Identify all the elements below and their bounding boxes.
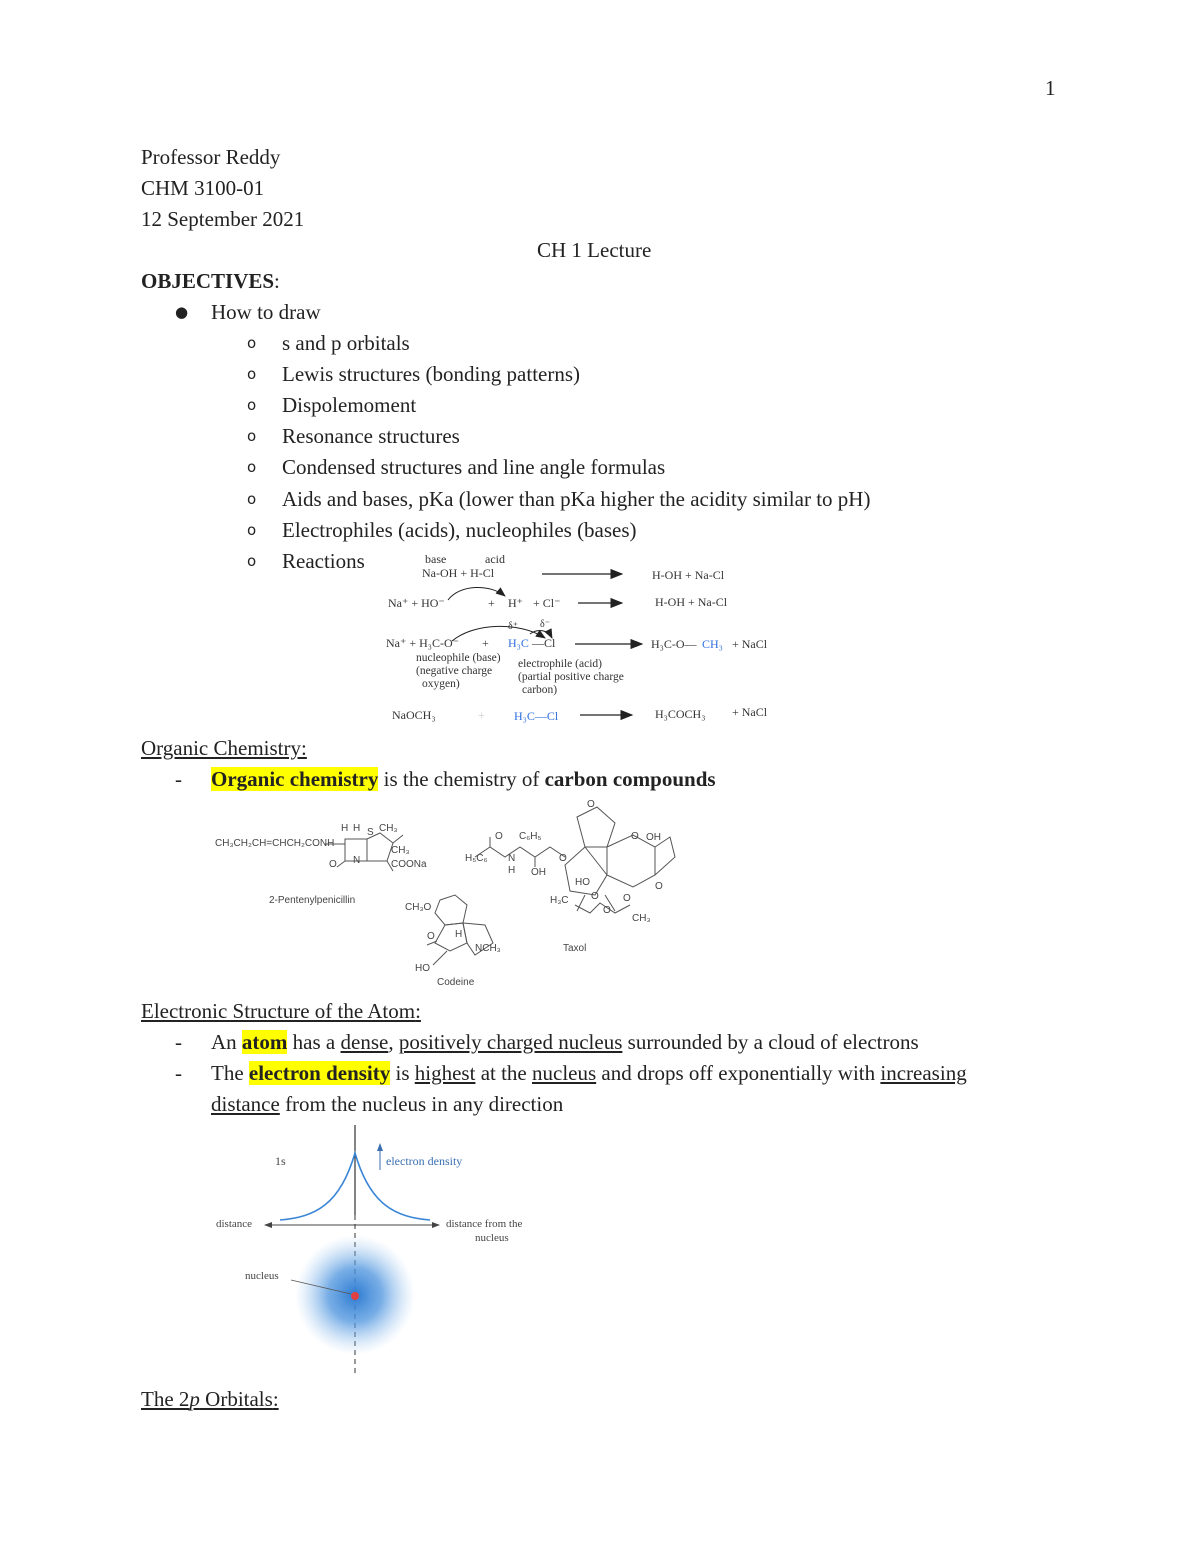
codeine-name: Codeine	[437, 977, 475, 988]
atom-label: H	[455, 929, 463, 940]
reaction-3-reactants: Na⁺ + H₃C-O⁻	[386, 636, 459, 650]
dash-bullet-icon: -	[175, 767, 182, 791]
penicillin-name: 2-Pentenylpenicillin	[269, 895, 356, 906]
reaction-4-product: H₃COCH₃	[655, 707, 706, 721]
nucleus-label: nucleus	[245, 1270, 279, 1282]
professor-name: Professor Reddy	[141, 145, 281, 169]
distance-from-nucleus-label: distance from the	[446, 1218, 523, 1230]
reaction-2-plus: +	[488, 596, 495, 610]
atom-label: NCH₃	[475, 943, 501, 954]
reaction-3-chloride: —Cl	[532, 636, 556, 650]
bullet-dot-icon: ●	[175, 303, 189, 321]
dash-bullet-icon: -	[175, 1061, 182, 1085]
atom-label: C₆H₅	[519, 831, 542, 842]
atom-label: O	[495, 831, 503, 842]
atom-label: O	[631, 831, 639, 842]
reaction-3-product: H₃C-O—	[651, 637, 697, 651]
objective-sub-item: Dispolemoment	[282, 393, 417, 417]
base-label: base	[425, 552, 447, 566]
distance-label: distance	[216, 1218, 253, 1230]
atom-label: O	[427, 931, 435, 942]
orbital-label: 1s	[275, 1154, 286, 1168]
reaction-4-reactant: NaOCH₃	[392, 708, 436, 722]
reactions-figure	[380, 548, 790, 728]
sub-bullet-icon: o	[247, 458, 257, 476]
course-code: CHM 3100-01	[141, 176, 265, 200]
reaction-4-methyl-chloride: H₃C—Cl	[514, 709, 559, 723]
objectives-heading: OBJECTIVES:	[141, 269, 280, 293]
objective-main-item: How to draw	[211, 300, 321, 324]
electron-density-definition: The electron density is highest at the nucleus and drops off exponentially with increasing	[211, 1061, 967, 1085]
electronic-heading: Electronic Structure of the Atom:	[141, 999, 421, 1023]
reaction-4-plus: +	[478, 708, 485, 722]
reaction-3-plus: +	[482, 636, 489, 650]
objective-sub-item: s and p orbitals	[282, 331, 410, 355]
atom-label: CH₃	[632, 913, 651, 924]
atom-label: H₃C	[550, 895, 569, 906]
atom-label: OH	[531, 867, 546, 878]
sub-bullet-icon: o	[247, 521, 257, 539]
sub-bullet-icon: o	[247, 334, 257, 352]
atom-label: HO	[575, 877, 590, 888]
atom-label: H₅C₆	[465, 853, 488, 864]
sub-bullet-icon: o	[247, 396, 257, 414]
sub-bullet-icon: o	[247, 552, 257, 570]
atom-label: O	[591, 891, 599, 902]
taxol-name: Taxol	[563, 943, 587, 954]
atom-label: O	[603, 905, 611, 916]
reaction-2-proton: H⁺	[508, 596, 523, 610]
molecule-structures	[205, 795, 685, 990]
atom-label: H	[508, 865, 516, 876]
atom-label: N	[353, 855, 361, 866]
atom-label: CH₃O	[405, 902, 432, 913]
atom-label: O	[587, 799, 595, 810]
atom-label: O	[655, 881, 663, 892]
atom-label: S	[367, 827, 374, 838]
date: 12 September 2021	[141, 207, 305, 231]
atom-label: CH₃	[391, 845, 410, 856]
distance-from-nucleus-label-2: nucleus	[475, 1232, 509, 1244]
objective-sub-item: Aids and bases, pKa (lower than pKa higher the acidity similar to pH)	[282, 487, 871, 511]
reaction-2-products: H-OH + Na-Cl	[655, 595, 728, 609]
atom-label: CH₃	[379, 823, 398, 834]
delta-positive: δ⁺	[508, 621, 518, 632]
penicillin-formula: CH₃CH₂CH=CHCH₂CONH	[215, 838, 335, 849]
objective-sub-item: Condensed structures and line angle formulas	[282, 455, 666, 479]
reaction-1-reactants: Na-OH + H-Cl	[422, 566, 495, 580]
reaction-2-reactants: Na⁺ + HO⁻	[388, 596, 445, 610]
reaction-1-products: H-OH + Na-Cl	[652, 568, 725, 582]
curved-arrow	[448, 587, 505, 600]
reaction-3-nacl: + NaCl	[732, 637, 768, 651]
objective-sub-item: Electrophiles (acids), nucleophiles (bases)	[282, 518, 637, 542]
sub-bullet-icon: o	[247, 365, 257, 383]
electron-density-label: electron density	[386, 1154, 463, 1168]
nucleus-dot	[351, 1292, 359, 1300]
reaction-3-product-methyl: CH₃	[702, 637, 723, 651]
objective-sub-item: Reactions	[282, 549, 365, 573]
electron-density-diagram	[205, 1120, 550, 1380]
organic-heading: Organic Chemistry:	[141, 736, 307, 760]
page-number: 1	[1045, 76, 1056, 100]
page-title: CH 1 Lecture	[537, 238, 652, 262]
atom-label: H	[353, 823, 361, 834]
atom-definition: An atom has a dense, positively charged nucleus surrounded by a cloud of electrons	[211, 1030, 919, 1054]
electron-density-definition-cont: distance from the nucleus in any direction	[211, 1092, 564, 1116]
sub-bullet-icon: o	[247, 490, 257, 508]
sub-bullet-icon: o	[247, 427, 257, 445]
atom-label: COONa	[391, 859, 427, 870]
objective-sub-item: Lewis structures (bonding patterns)	[282, 362, 581, 386]
objective-sub-item: Resonance structures	[282, 424, 460, 448]
reaction-3-methyl: H₃C	[508, 636, 529, 650]
delta-negative: δ⁻	[540, 619, 550, 630]
organic-definition: Organic chemistry is the chemistry of carbon compounds	[211, 767, 716, 791]
atom-label: HO	[415, 963, 430, 974]
reaction-2-chloride: + Cl⁻	[533, 596, 561, 610]
dash-bullet-icon: -	[175, 1030, 182, 1054]
atom-label: O	[559, 853, 567, 864]
nucleophile-note: nucleophile (base) (negative charge oxygen)	[416, 652, 501, 690]
electrophile-note: electrophile (acid) (partial positive charge carbon)	[518, 658, 624, 696]
reaction-4-nacl: + NaCl	[732, 705, 768, 719]
atom-label: OH	[646, 832, 661, 843]
density-plot	[205, 1120, 550, 1380]
p-orbitals-heading: The 2p Orbitals:	[141, 1387, 279, 1411]
atom-label: N	[508, 853, 516, 864]
atom-label: O	[329, 859, 337, 870]
atom-label: O	[623, 893, 631, 904]
atom-label: H	[341, 823, 349, 834]
acid-label: acid	[485, 552, 505, 566]
organic-molecules-figure	[205, 795, 685, 990]
